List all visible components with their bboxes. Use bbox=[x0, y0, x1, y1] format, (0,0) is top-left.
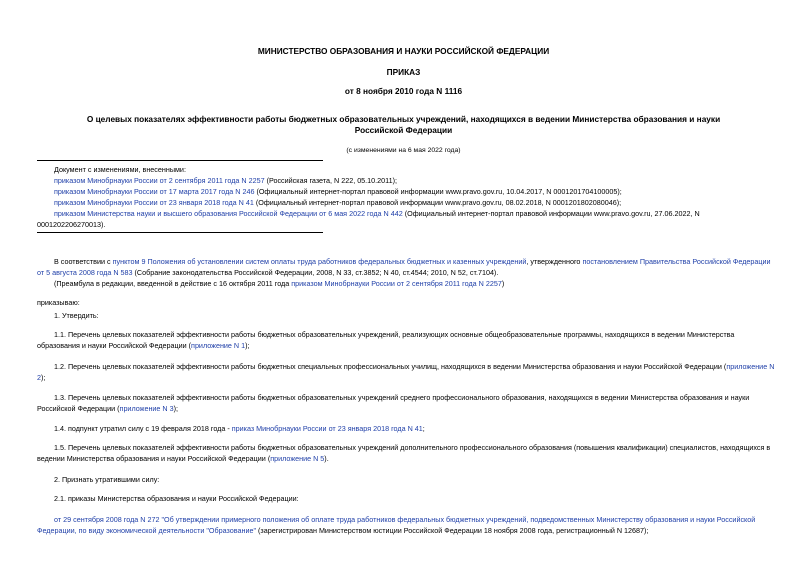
item-1-5-text-c: ). bbox=[324, 454, 329, 463]
item-1-1: 1.1. Перечень целевых показателей эффективности работы бюджетных образовательных учреждений, реализующих основные общеобразовательные программы, находящихся в ведении Министерства bbox=[54, 330, 735, 339]
change-link-4[interactable]: приказом Министерства науки и высшего образования Российской Федерации от 6 мая 2022 года N 442 bbox=[54, 209, 403, 218]
change-text-1: (Российская газета, N 222, 05.10.2011); bbox=[264, 176, 398, 185]
preamble-text-b: ) bbox=[501, 279, 505, 288]
order-word: приказываю: bbox=[37, 298, 80, 307]
change-item bbox=[54, 175, 397, 186]
item-2-1: 2.1. приказы Министерства образования и науки Российской Федерации: bbox=[54, 494, 299, 503]
edition-note: (с изменениями на 6 мая 2022 года) bbox=[346, 147, 461, 154]
appendix-5-link[interactable]: приложение N 5 bbox=[270, 454, 325, 463]
item-1: 1. Утвердить: bbox=[54, 311, 99, 320]
basis-link-resolution-date[interactable]: от 5 августа 2008 года N 583 bbox=[37, 268, 133, 277]
item-1-4 bbox=[54, 423, 425, 434]
appendix-2-link-cont[interactable]: 2 bbox=[37, 373, 41, 382]
order-272-line1 bbox=[54, 514, 755, 525]
item-1-2-text: 1.2. Перечень целевых показателей эффективности работы бюджетных специальных профессиональных училищ, находящихся в ведении Министерства образования и науки Российской Федерации ( bbox=[54, 362, 727, 371]
doc-type-heading: ПРИКАЗ bbox=[386, 67, 421, 77]
basis-text-a: В соответствии с bbox=[54, 257, 113, 266]
appendix-3-link[interactable]: приложение N 3 bbox=[119, 404, 174, 413]
item-1-1-text-c: ); bbox=[245, 341, 250, 350]
item-1-4-text-c: ; bbox=[422, 424, 425, 433]
change-link-3[interactable]: приказом Минобрнауки России от 23 января 2018 года N 41 bbox=[54, 198, 254, 207]
basis-link-clause9[interactable]: пунктом 9 Положения об установлении систем оплаты труда работников федеральных бюджетных и казенных учреждений bbox=[112, 257, 527, 266]
change-item bbox=[54, 186, 622, 197]
change-text-3: (Официальный интернет-портал правовой информации www.pravo.gov.ru, 08.02.2018, N 0001201802080046); bbox=[253, 198, 622, 207]
change-text-4: (Официальный интернет-портал правовой информации www.pravo.gov.ru, 27.06.2022, N bbox=[402, 209, 700, 218]
order-41-link[interactable]: приказ Минобрнауки России от 23 января 2018 года N 41 bbox=[231, 424, 423, 433]
preamble-note bbox=[54, 278, 504, 289]
order-272-link[interactable]: от 29 сентября 2008 года N 272 "Об утверждении примерного положения об оплате труда работников федеральных бюджетных учреждений, подведомственных Министерству образования и науки Российской bbox=[54, 515, 756, 524]
change-text-2: (Официальный интернет-портал правовой информации www.pravo.gov.ru, 10.04.2017, N 0001201704100005); bbox=[254, 187, 622, 196]
appendix-2-link[interactable]: приложение N bbox=[726, 362, 775, 371]
change-link-2[interactable]: приказом Минобрнауки России от 17 марта 2017 года N 246 bbox=[54, 187, 255, 196]
preamble-text-a: (Преамбула в редакции, введенной в действие с 16 октября 2011 года bbox=[54, 279, 292, 288]
item-1-5-cont bbox=[37, 453, 329, 464]
item-1-3: 1.3. Перечень целевых показателей эффективности работы бюджетных образовательных учреждений среднего профессионального образования, находящихся в ведении Министерства образования и науки bbox=[54, 393, 750, 402]
basis-text-c: (Собрание законодательства Российской Федерации, 2008, N 33, ст.3852; N 40, ст.4544; 2010, N 52, ст.7104). bbox=[132, 268, 499, 277]
basis-link-resolution[interactable]: постановлением Правительства Российской Федерации bbox=[582, 257, 771, 266]
document-title-line1: О целевых показателях эффективности работы бюджетных образовательных учреждений, находящихся в ведении Министерства образования и науки bbox=[86, 114, 721, 124]
date-number-heading: от 8 ноября 2010 года N 1116 bbox=[344, 86, 463, 96]
paragraph-basis-cont bbox=[37, 267, 498, 278]
ministry-heading: МИНИСТЕРСТВО ОБРАЗОВАНИЯ И НАУКИ РОССИЙСКОЙ ФЕДЕРАЦИИ bbox=[257, 46, 550, 56]
basis-text-b: , утвержденного bbox=[526, 257, 583, 266]
item-1-4-text: 1.4. подпункт утратил силу с 19 февраля 2018 года - bbox=[54, 424, 232, 433]
item-2: 2. Признать утратившими силу: bbox=[54, 475, 160, 484]
item-1-5: 1.5. Перечень целевых показателей эффективности работы бюджетных образовательных учреждений дополнительного профессионального образования (повышения квалификации) специалистов, находящихся в bbox=[54, 443, 771, 452]
preamble-link[interactable]: приказом Минобрнауки России от 2 сентября 2011 года N 2257 bbox=[291, 279, 502, 288]
item-1-1-text-b: образования и науки Российской Федерации ( bbox=[37, 341, 192, 350]
appendix-1-link[interactable]: приложение N 1 bbox=[191, 341, 246, 350]
item-1-5-text-b: ведении Министерства образования и науки Российской Федерации ( bbox=[37, 454, 271, 463]
changes-intro: Документ с изменениями, внесенными: bbox=[54, 165, 186, 174]
item-1-1-cont bbox=[37, 340, 250, 351]
item-1-2-cont bbox=[37, 372, 45, 383]
item-1-2-text-c: ); bbox=[41, 373, 46, 382]
top-divider bbox=[37, 160, 323, 161]
item-1-3-text-b: Российской Федерации ( bbox=[37, 404, 120, 413]
bottom-divider bbox=[37, 232, 323, 233]
document-title-line2: Российской Федерации bbox=[354, 125, 453, 135]
order-272-text: (зарегистрирован Министерством юстиции Российской Федерации 18 ноября 2008 года, регистрационный N 12687); bbox=[256, 526, 649, 535]
change-text-4-cont: 0001202206270013). bbox=[37, 220, 106, 229]
change-link-1[interactable]: приказом Минобрнауки России от 2 сентября 2011 года N 2257 bbox=[54, 176, 265, 185]
item-1-3-cont bbox=[37, 403, 178, 414]
order-272-link-cont[interactable]: Федерации, по виду экономической деятельности "Образование" bbox=[37, 526, 257, 535]
paragraph-basis bbox=[54, 256, 771, 267]
item-1-3-text-c: ); bbox=[173, 404, 179, 413]
order-272-line2 bbox=[37, 525, 648, 536]
change-item bbox=[54, 208, 769, 219]
item-1-2 bbox=[54, 361, 774, 372]
change-item bbox=[54, 197, 621, 208]
